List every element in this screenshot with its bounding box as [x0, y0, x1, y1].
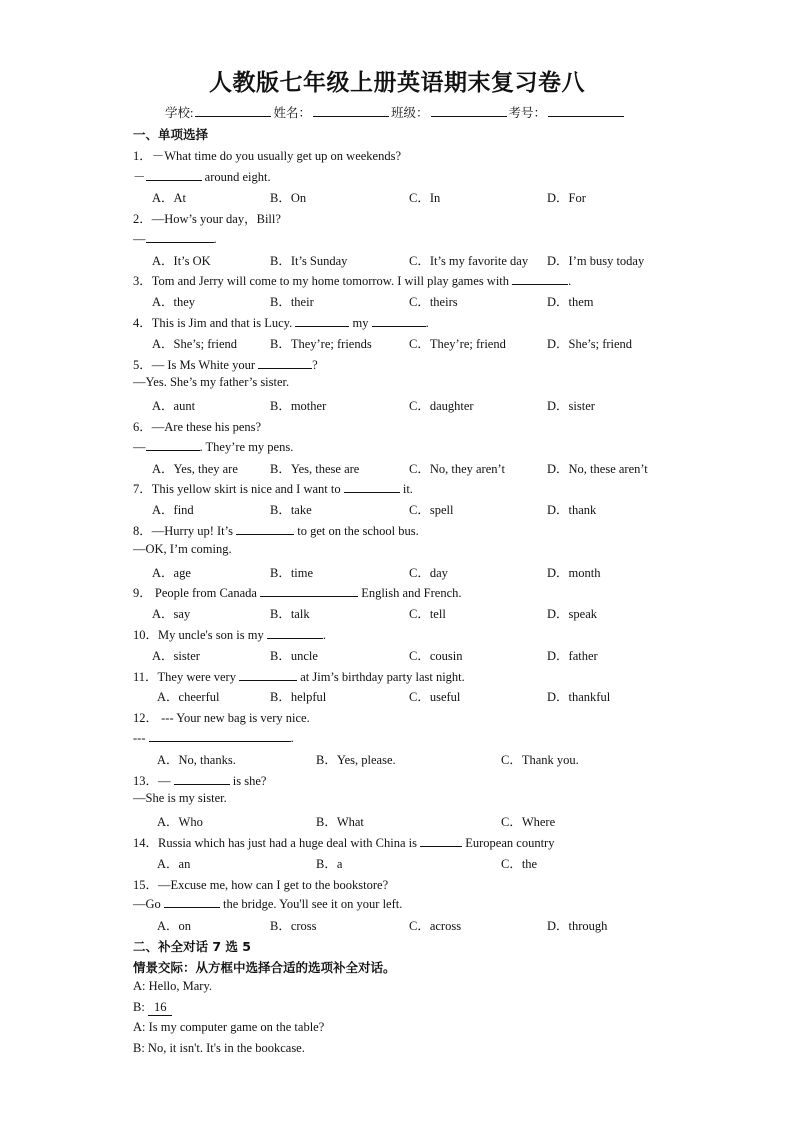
- question-3-option-a[interactable]: A．they: [152, 295, 196, 309]
- answer-blank-16[interactable]: 16: [148, 1000, 173, 1016]
- question-8-option-b[interactable]: B．time: [270, 566, 314, 580]
- number-label: 考号：: [508, 106, 547, 120]
- name-blank[interactable]: [313, 104, 389, 117]
- question-7-stem: 7．This yellow skirt is nice and I want to it.: [133, 482, 413, 496]
- question-4-option-c[interactable]: C．They’re; friend: [409, 337, 506, 351]
- dialogue-line: B: 16: [133, 1000, 172, 1016]
- question-8-reply: —OK, I’m coming.: [133, 542, 232, 556]
- answer-blank[interactable]: [267, 626, 323, 639]
- question-12-option-a[interactable]: A．No, thanks.: [157, 753, 236, 767]
- dialogue-line: B: No, it isn't. It's in the bookcase.: [133, 1041, 305, 1055]
- question-6-option-a[interactable]: A．Yes, they are: [152, 462, 238, 476]
- question-5-reply: ––Yes. She’s my father’s sister.: [133, 375, 290, 389]
- question-1-answer-line: － around eight.: [133, 170, 271, 184]
- question-15-option-a[interactable]: A．on: [157, 919, 192, 933]
- question-13-stem: 13．— is she?: [133, 774, 267, 788]
- question-15-option-b[interactable]: B．cross: [270, 919, 317, 933]
- answer-blank[interactable]: [260, 584, 358, 597]
- question-6-answer-line: — . They’re my pens.: [133, 440, 294, 454]
- question-3-stem: 3．Tom and Jerry will come to my home tomorrow. I will play games with .: [133, 274, 572, 288]
- section-instruction: 情景交际：从方框中选择合适的选项补全对话。: [133, 960, 396, 975]
- question-2-option-c[interactable]: C．It’s my favorite day: [409, 254, 529, 268]
- question-12-answer-line: --- .: [133, 731, 294, 745]
- question-9-option-c[interactable]: C．tell: [409, 607, 446, 621]
- question-8-option-d[interactable]: D．month: [547, 566, 601, 580]
- question-6-option-c[interactable]: C．No, they aren’t: [409, 462, 505, 476]
- answer-blank[interactable]: [258, 356, 312, 369]
- question-9-option-d[interactable]: D．speak: [547, 607, 597, 621]
- question-9-stem: 9． People from Canada English and French.: [133, 586, 462, 600]
- question-11-stem: 11．They were very at Jim’s birthday party last night.: [133, 670, 465, 684]
- question-4-option-a[interactable]: A．She’s; friend: [152, 337, 238, 351]
- question-15-stem: 15．—Excuse me, how can I get to the bookstore?: [133, 878, 389, 892]
- question-11-option-b[interactable]: B．helpful: [270, 690, 327, 704]
- question-12-stem: 12． --- Your new bag is very nice.: [133, 711, 310, 725]
- dialogue-line: A: Hello, Mary.: [133, 979, 213, 993]
- answer-blank[interactable]: [174, 772, 230, 785]
- dialogue-line: A: Is my computer game on the table?: [133, 1020, 325, 1034]
- answer-blank[interactable]: [420, 834, 462, 847]
- answer-blank[interactable]: [239, 668, 297, 681]
- question-11-option-d[interactable]: D．thankful: [547, 690, 611, 704]
- question-14-option-b[interactable]: B．a: [316, 857, 343, 871]
- question-15-answer-line: —Go the bridge. You'll see it on your left.: [133, 897, 403, 911]
- question-10-option-d[interactable]: D．father: [547, 649, 598, 663]
- question-2-answer-line: — .: [133, 232, 217, 246]
- question-1-option-a[interactable]: A．At: [152, 191, 187, 205]
- question-1-option-c[interactable]: C．In: [409, 191, 441, 205]
- question-7-option-b[interactable]: B．take: [270, 503, 312, 517]
- question-2-stem: 2．—How’s your day，Bill?: [133, 212, 281, 226]
- answer-blank[interactable]: [146, 230, 214, 243]
- question-8-option-a[interactable]: A．age: [152, 566, 191, 580]
- question-4-option-b[interactable]: B．They’re; friends: [270, 337, 372, 351]
- question-5-option-c[interactable]: C．daughter: [409, 399, 474, 413]
- question-13-option-a[interactable]: A．Who: [157, 815, 203, 829]
- question-6-option-d[interactable]: D．No, these aren’t: [547, 462, 648, 476]
- question-14-option-c[interactable]: C．the: [501, 857, 538, 871]
- student-info-row: [165, 103, 626, 121]
- question-1-option-b[interactable]: B．On: [270, 191, 307, 205]
- answer-blank[interactable]: [164, 895, 220, 908]
- question-10-option-a[interactable]: A．sister: [152, 649, 200, 663]
- question-5-option-a[interactable]: A．aunt: [152, 399, 196, 413]
- answer-blank[interactable]: [512, 272, 568, 285]
- number-blank[interactable]: [548, 104, 624, 117]
- question-7-option-d[interactable]: D．thank: [547, 503, 597, 517]
- question-10-stem: 10．My uncle's son is my .: [133, 628, 326, 642]
- question-7-option-a[interactable]: A．find: [152, 503, 194, 517]
- name-label: 姓名：: [273, 106, 311, 120]
- class-blank[interactable]: [431, 104, 507, 117]
- question-4-option-d[interactable]: D．She’s; friend: [547, 337, 633, 351]
- question-13-option-b[interactable]: B．What: [316, 815, 364, 829]
- answer-blank[interactable]: [295, 314, 349, 327]
- class-label: 班级：: [391, 106, 429, 120]
- question-8-option-c[interactable]: C．day: [409, 566, 448, 580]
- question-10-option-b[interactable]: B．uncle: [270, 649, 318, 663]
- question-2-option-b[interactable]: B．It’s Sunday: [270, 254, 348, 268]
- question-9-option-b[interactable]: B．talk: [270, 607, 310, 621]
- question-5-option-d[interactable]: D．sister: [547, 399, 595, 413]
- question-6-stem: 6．—Are these his pens?: [133, 420, 262, 434]
- question-3-option-b[interactable]: B．their: [270, 295, 314, 309]
- question-3-option-d[interactable]: D．them: [547, 295, 594, 309]
- question-3-option-c[interactable]: C．theirs: [409, 295, 458, 309]
- question-8-stem: 8．—Hurry up! It’s to get on the school bus.: [133, 524, 419, 538]
- page-title: 人教版七年级上册英语期末复习卷八: [209, 69, 585, 96]
- question-15-option-c[interactable]: C．across: [409, 919, 462, 933]
- answer-blank[interactable]: [344, 480, 400, 493]
- answer-blank[interactable]: [146, 168, 202, 181]
- question-12-option-c[interactable]: C．Thank you.: [501, 753, 579, 767]
- answer-blank[interactable]: [146, 438, 200, 451]
- question-1-stem: 1．－What time do you usually get up on weekends?: [133, 149, 401, 163]
- question-13-option-c[interactable]: C．Where: [501, 815, 556, 829]
- question-11-option-c[interactable]: C．useful: [409, 690, 461, 704]
- question-4-stem: 4．This is Jim and that is Lucy. my .: [133, 316, 429, 330]
- section-heading: 一、单项选择: [133, 127, 209, 142]
- question-10-option-c[interactable]: C．cousin: [409, 649, 463, 663]
- question-11-option-a[interactable]: A．cheerful: [157, 690, 220, 704]
- question-15-option-d[interactable]: D．through: [547, 919, 608, 933]
- answer-blank[interactable]: [149, 729, 291, 742]
- question-14-option-a[interactable]: A．an: [157, 857, 191, 871]
- question-12-option-b[interactable]: B．Yes, please.: [316, 753, 396, 767]
- school-blank[interactable]: [195, 104, 271, 117]
- question-5-option-b[interactable]: B．mother: [270, 399, 327, 413]
- question-5-stem: 5．–– Is Ms White your ?: [133, 358, 318, 372]
- question-1-option-d[interactable]: D．For: [547, 191, 586, 205]
- section-heading: 二、补全对话 7 选 5: [133, 939, 251, 954]
- question-14-stem: 14．Russia which has just had a huge deal with China is European country: [133, 836, 555, 850]
- question-2-option-a[interactable]: A．It’s OK: [152, 254, 211, 268]
- answer-blank[interactable]: [236, 522, 294, 535]
- question-6-option-b[interactable]: B．Yes, these are: [270, 462, 360, 476]
- question-13-reply: —She is my sister.: [133, 791, 227, 805]
- school-label: 学校:: [165, 106, 194, 120]
- question-7-option-c[interactable]: C．spell: [409, 503, 454, 517]
- question-2-option-d[interactable]: D．I’m busy today: [547, 254, 645, 268]
- answer-blank[interactable]: [372, 314, 426, 327]
- question-9-option-a[interactable]: A．say: [152, 607, 191, 621]
